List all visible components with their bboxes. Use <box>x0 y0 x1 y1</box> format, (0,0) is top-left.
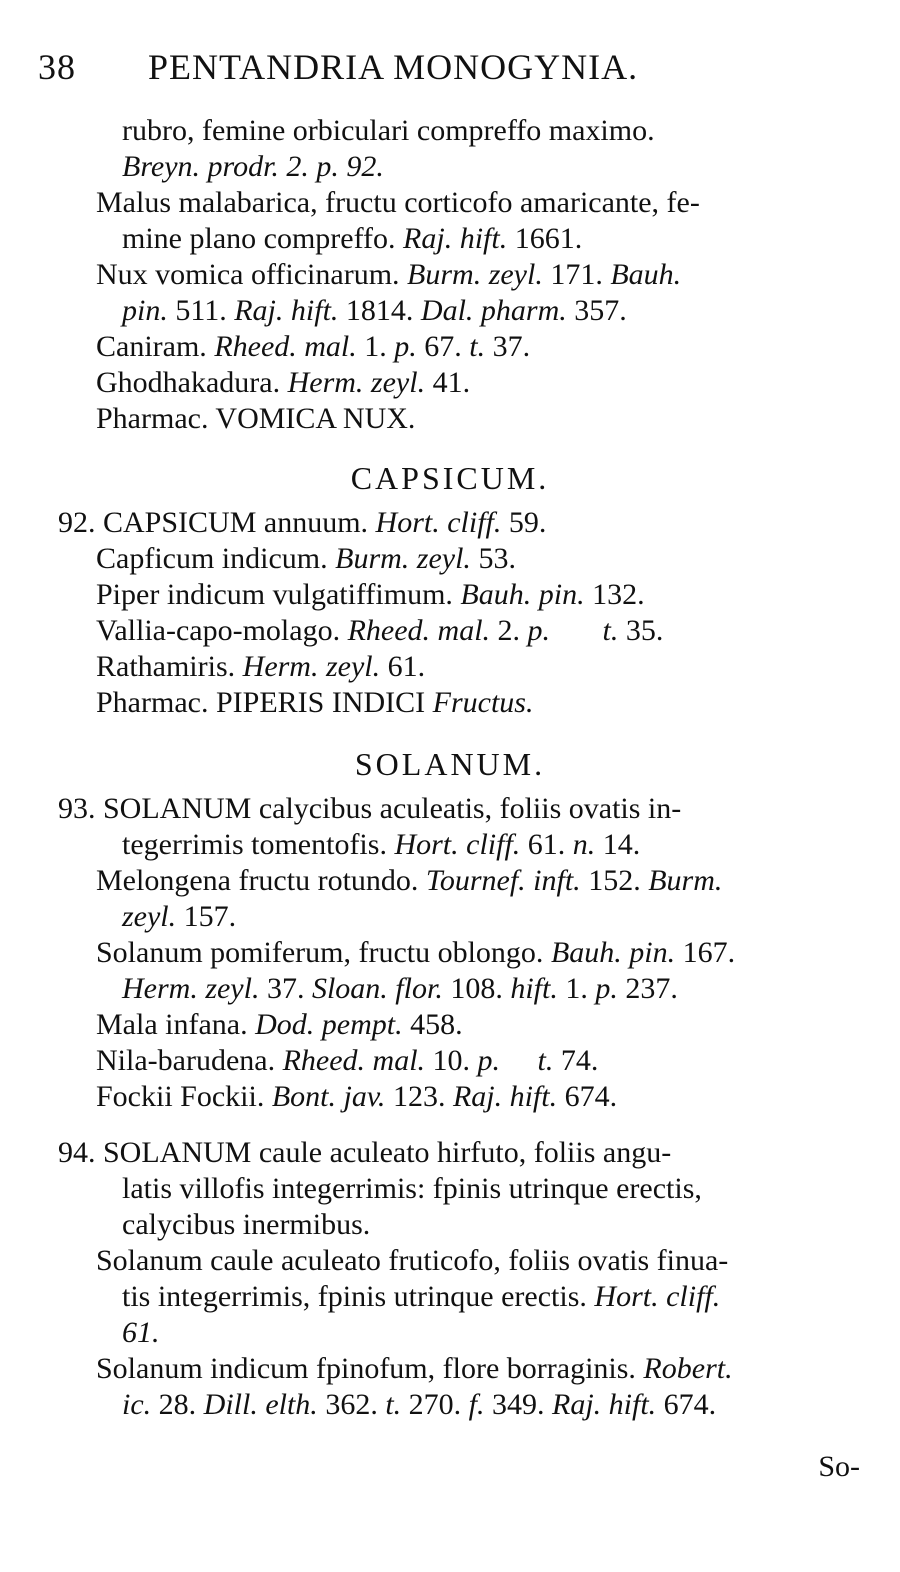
running-head <box>38 46 638 88</box>
line-text: 357. <box>566 294 627 327</box>
citation-text: n. <box>572 828 596 861</box>
line-text: Solanum indicum fpinofum, flore borraginis. <box>96 1352 644 1385</box>
line-text: 53. <box>470 542 516 575</box>
line-text: 167. <box>675 936 736 969</box>
line-text: 171. <box>542 258 611 291</box>
citation-text: Hort. cliff. <box>375 506 502 539</box>
text-line <box>96 188 700 218</box>
text-line <box>122 116 655 146</box>
citation-text: Bauh. pin. <box>460 578 585 611</box>
text-line <box>96 1082 617 1112</box>
line-text: tegerrimis tomentofis. <box>122 828 395 861</box>
citation-text: Hort. cliff. <box>594 1280 721 1313</box>
line-text: Pharmac. VOMICA NUX. <box>96 402 416 435</box>
line-text: SOLANUM. <box>354 746 546 782</box>
citation-text: Bauh. <box>610 258 682 291</box>
text-line <box>96 332 530 362</box>
text-line <box>96 1046 598 1076</box>
text-line <box>122 1210 370 1240</box>
citation-text: p. <box>477 1044 501 1077</box>
line-text: 28. <box>151 1388 204 1421</box>
text-line <box>96 866 722 896</box>
line-text: 61. <box>380 650 426 683</box>
citation-text: Rheed. mal. <box>214 330 357 363</box>
line-text: 511. <box>167 294 235 327</box>
citation-text: 61. <box>122 1316 160 1349</box>
citation-text: t. <box>602 614 619 647</box>
line-text: 41. <box>425 366 471 399</box>
line-text: tis integerrimis, fpinis utrinque erectis. <box>122 1280 595 1313</box>
citation-text: p. <box>527 614 551 647</box>
citation-text: Rheed. mal. <box>282 1044 426 1077</box>
text-line <box>96 616 663 646</box>
text-line <box>122 974 678 1004</box>
line-text: calycibus inermibus. <box>122 1208 371 1241</box>
line-text: 108. <box>442 972 511 1005</box>
line-text: 37. <box>259 972 312 1005</box>
citation-text: Fructus. <box>432 686 534 719</box>
text-line <box>96 688 533 718</box>
citation-text: Hort. cliff. <box>394 828 521 861</box>
citation-text: Dod. pempt. <box>255 1008 403 1041</box>
line-text: Capficum indicum. <box>96 542 336 575</box>
running-title: PENTANDRIA MONOGYNIA. <box>148 47 639 87</box>
citation-text: Bauh. pin. <box>550 936 676 969</box>
page-number: 38 <box>38 47 76 87</box>
line-text: 1. <box>557 972 596 1005</box>
text-line <box>122 1318 160 1348</box>
citation-text: Herm. zeyl. <box>287 366 426 399</box>
text-line <box>96 368 470 398</box>
line-text: mine plano compreffo. <box>122 222 404 255</box>
citation-text: Burm. zeyl. <box>335 542 471 575</box>
text-line <box>122 902 236 932</box>
line-text: 67. <box>416 330 470 363</box>
line-text <box>500 1044 538 1077</box>
citation-text: f. <box>468 1388 485 1421</box>
citation-text: zeyl. <box>122 900 177 933</box>
line-text <box>550 614 603 647</box>
citation-text: Dill. elth. <box>203 1388 318 1421</box>
citation-text: Rheed. mal. <box>347 614 491 647</box>
line-text: 123. <box>385 1080 453 1113</box>
line-text: Vallia-capo-molago. <box>96 614 348 647</box>
text-line <box>96 1010 463 1040</box>
line-text: 92. CAPSICUM annuum. <box>58 506 376 539</box>
section-heading <box>0 462 900 494</box>
citation-text: Tournef. inft. <box>425 864 581 897</box>
line-text: 1661. <box>507 222 583 255</box>
line-text: Mala infana. <box>96 1008 256 1041</box>
text-line <box>58 1138 671 1168</box>
line-text: Nila-barudena. <box>96 1044 283 1077</box>
citation-text: t. <box>537 1044 554 1077</box>
citation-text: t. <box>385 1388 402 1421</box>
line-text: 362. <box>317 1388 386 1421</box>
line-text: 458. <box>402 1008 463 1041</box>
text-line <box>96 260 681 290</box>
citation-text: p. <box>595 972 618 1005</box>
line-text: Solanum pomiferum, fructu oblongo. <box>96 936 551 969</box>
text-line <box>96 544 516 574</box>
line-text: 94. SOLANUM caule aculeato hirfuto, foliis angu- <box>58 1136 672 1169</box>
line-text: 37. <box>485 330 531 363</box>
catchword: So- <box>818 1450 860 1483</box>
citation-text: Herm. zeyl. <box>242 650 381 683</box>
citation-text: ic. <box>122 1388 152 1421</box>
citation-text: Burm. <box>648 864 723 897</box>
citation-text: pin. <box>122 294 168 327</box>
line-text: 349. <box>484 1388 552 1421</box>
text-line <box>58 508 546 538</box>
line-text: 59. <box>501 506 547 539</box>
text-line <box>122 1282 720 1312</box>
section-heading <box>0 748 900 780</box>
line-text: CAPSICUM. <box>350 460 550 496</box>
line-text: 270. <box>401 1388 469 1421</box>
text-line <box>96 580 645 610</box>
line-text: 1. <box>356 330 395 363</box>
line-text: 237. <box>617 972 678 1005</box>
line-text: 14. <box>595 828 641 861</box>
line-text: Ghodhakadura. <box>96 366 288 399</box>
line-text: Rathamiris. <box>96 650 243 683</box>
citation-text: Burm. zeyl. <box>407 258 543 291</box>
citation-text: Dal. pharm. <box>420 294 567 327</box>
line-text: latis villofis integerrimis: fpinis utrinque erectis, <box>122 1172 702 1205</box>
citation-text: Herm. zeyl. <box>122 972 260 1005</box>
line-text: Pharmac. PIPERIS INDICI <box>96 686 433 719</box>
text-line <box>96 1354 733 1384</box>
text-line <box>122 224 582 254</box>
text-line <box>122 1174 702 1204</box>
text-line <box>58 794 681 824</box>
line-text: 74. <box>553 1044 599 1077</box>
text-line <box>122 152 384 182</box>
citation-text: hift. <box>510 972 558 1005</box>
line-text: 674. <box>557 1080 618 1113</box>
citation-text: Robert. <box>643 1352 733 1385</box>
text-line <box>122 830 640 860</box>
line-text: Malus malabarica, fructu corticofo amaricante, fe- <box>96 186 700 219</box>
line-text: 61. <box>520 828 573 861</box>
text-line <box>96 1246 728 1276</box>
citation-text: Raj. hift. <box>552 1388 657 1421</box>
line-text: Piper indicum vulgatiffimum. <box>96 578 461 611</box>
line-text: Nux vomica officinarum. <box>96 258 408 291</box>
text-line <box>122 296 627 326</box>
line-text: 132. <box>584 578 645 611</box>
citation-text: Breyn. prodr. 2. p. 92. <box>122 150 384 183</box>
text-line <box>122 1390 716 1420</box>
text-line <box>96 404 415 434</box>
line-text: 93. SOLANUM calycibus aculeatis, foliis ovatis in- <box>58 792 682 825</box>
citation-text: Bont. jav. <box>271 1080 386 1113</box>
citation-text: Sloan. flor. <box>311 972 443 1005</box>
citation-text: Raj. hift. <box>234 294 339 327</box>
line-text: 1814. <box>338 294 421 327</box>
line-text: Fockii Fockii. <box>96 1080 272 1113</box>
line-text: 157. <box>176 900 237 933</box>
line-text: 35. <box>618 614 664 647</box>
citation-text: t. <box>469 330 486 363</box>
line-text: 2. <box>490 614 528 647</box>
citation-text: Raj. hift. <box>403 222 508 255</box>
citation-text: Raj. hift. <box>452 1080 558 1113</box>
text-line <box>96 938 735 968</box>
line-text: Melongena fructu rotundo. <box>96 864 426 897</box>
text-line <box>96 652 425 682</box>
line-text: 152. <box>580 864 649 897</box>
line-text: 10. <box>425 1044 478 1077</box>
citation-text: p. <box>394 330 417 363</box>
line-text: rubro, femine orbiculari compreffo maximo. <box>122 114 655 147</box>
line-text: 674. <box>656 1388 717 1421</box>
line-text: Solanum caule aculeato fruticofo, foliis ovatis finua- <box>96 1244 729 1277</box>
line-text: Caniram. <box>96 330 215 363</box>
